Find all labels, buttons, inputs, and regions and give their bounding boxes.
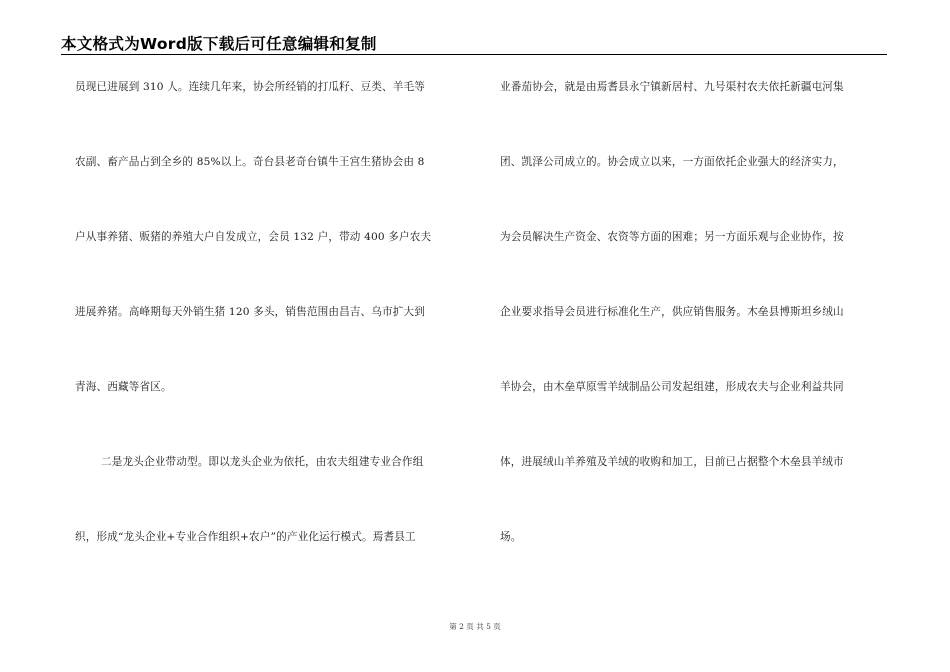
text-line: 农副、畜产品占到全乡的 85%以上。奇台县老奇台镇牛王宫生猪协会由 8 [75,156,425,168]
text-line: 体，进展绒山羊养殖及羊绒的收购和加工，目前已占据整个木垒县羊绒市 [500,456,844,468]
text-line: 户从事养猪、贩猪的养殖大户自发成立，会员 132 户，带动 400 多户农夫 [75,231,432,243]
text-line: 业番茄协会，就是由焉耆县永宁镇新居村、九号渠村农夫依托新疆屯河集 [500,81,844,93]
page-number: 第 2 页 共 5 页 [449,622,501,631]
text-line: 进展养猪。高峰期每天外销生猪 120 多头，销售范围由昌吉、乌市扩大到 [75,306,426,318]
text-line: 为会员解决生产资金、农资等方面的困难；另一方面乐观与企业协作，按 [500,231,844,243]
page-header [61,28,887,55]
text-line: 织，形成“龙头企业+专业合作组织+农户”的产业化运行模式。焉耆县工 [75,531,416,543]
text-line: 羊协会，由木垒草原雪羊绒制品公司发起组建，形成农夫与企业利益共同 [500,381,844,393]
text-line: 团、凯泽公司成立的。协会成立以来，一方面依托企业强大的经济实力， [500,156,844,168]
text-line: 青海、西藏等省区。 [75,381,172,393]
paragraph-first-line: 二是龙头企业带动型。即以龙头企业为依托，由农夫组建专业合作组 [101,456,424,468]
text-line: 企业要求指导会员进行标准化生产，供应销售服务。木垒县博斯坦乡绒山 [500,306,844,318]
text-line: 员现已进展到 310 人。连续几年来，协会所经销的打瓜籽、豆类、羊毛等 [75,81,426,93]
text-line: 场。 [500,531,522,543]
page-title: 本文格式为Word版下载后可任意编辑和复制 [61,35,377,53]
